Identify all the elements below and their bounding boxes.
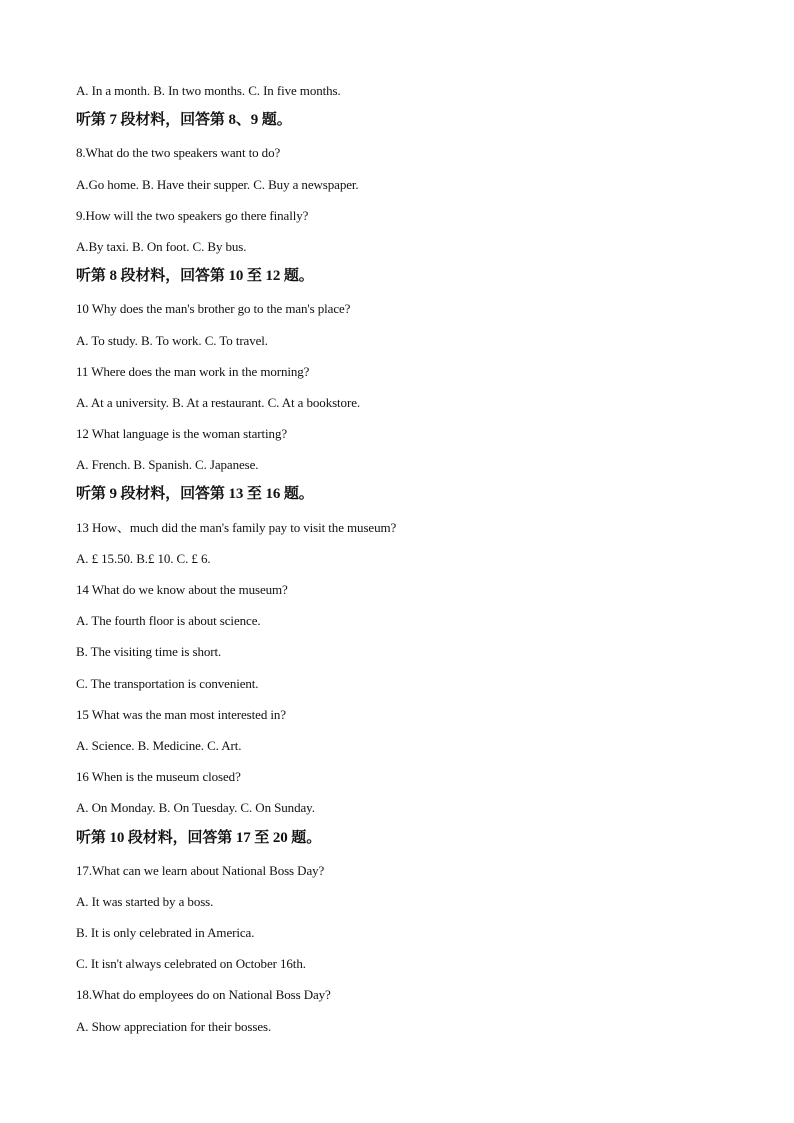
answer-options: A. £ 15.50. B.£ 10. C. £ 6. <box>76 550 211 566</box>
answer-options: A. To study. B. To work. C. To travel. <box>76 332 268 348</box>
question-text: 16 When is the museum closed? <box>76 769 241 785</box>
answer-options: A. At a university. B. At a restaurant. C. At a bookstore. <box>76 394 361 410</box>
question-text: 13 How、much did the man's family pay to visit the museum? <box>76 519 397 535</box>
question-text: 12 What language is the woman starting? <box>76 426 288 442</box>
answer-options: A. In a month. B. In two months. C. In five months. <box>76 83 341 98</box>
answer-options: A. Science. B. Medicine. C. Art. <box>76 737 242 753</box>
answer-option: A. Show appreciation for their bosses. <box>76 1018 272 1034</box>
answer-options: A.By taxi. B. On foot. C. By bus. <box>76 238 247 254</box>
answer-option: C. It isn't always celebrated on October 16th. <box>76 956 306 972</box>
section-heading: 听第 9 段材料，回答第 13 至 16 题。 <box>76 486 314 503</box>
answer-option: B. It is only celebrated in America. <box>76 925 255 941</box>
answer-options: A. French. B. Spanish. C. Japanese. <box>76 457 259 473</box>
question-text: 8.What do the two speakers want to do? <box>76 145 281 161</box>
answer-options: A.Go home. B. Have their supper. C. Buy a newspaper. <box>76 176 359 192</box>
question-text: 15 What was the man most interested in? <box>76 706 286 722</box>
answer-option: A. The fourth floor is about science. <box>76 613 261 629</box>
question-text: 9.How will the two speakers go there finally? <box>76 207 309 223</box>
section-heading: 听第 10 段材料，回答第 17 至 20 题。 <box>76 829 322 846</box>
answer-option: C. The transportation is convenient. <box>76 675 259 691</box>
answer-options: A. On Monday. B. On Tuesday. C. On Sunday. <box>76 800 315 816</box>
question-text: 10 Why does the man's brother go to the man's place? <box>76 301 351 317</box>
question-text: 11 Where does the man work in the morning? <box>76 363 310 379</box>
document-page <box>76 82 736 1049</box>
answer-option: B. The visiting time is short. <box>76 644 222 660</box>
section-heading: 听第 8 段材料，回答第 10 至 12 题。 <box>76 268 314 285</box>
section-heading: 听第 7 段材料，回答第 8、9 题。 <box>76 112 292 129</box>
answer-option: A. It was started by a boss. <box>76 893 214 909</box>
question-text: 17.What can we learn about National Boss Day? <box>76 862 325 878</box>
question-text: 14 What do we know about the museum? <box>76 582 288 597</box>
question-text: 18.What do employees do on National Boss Day? <box>76 987 331 1003</box>
